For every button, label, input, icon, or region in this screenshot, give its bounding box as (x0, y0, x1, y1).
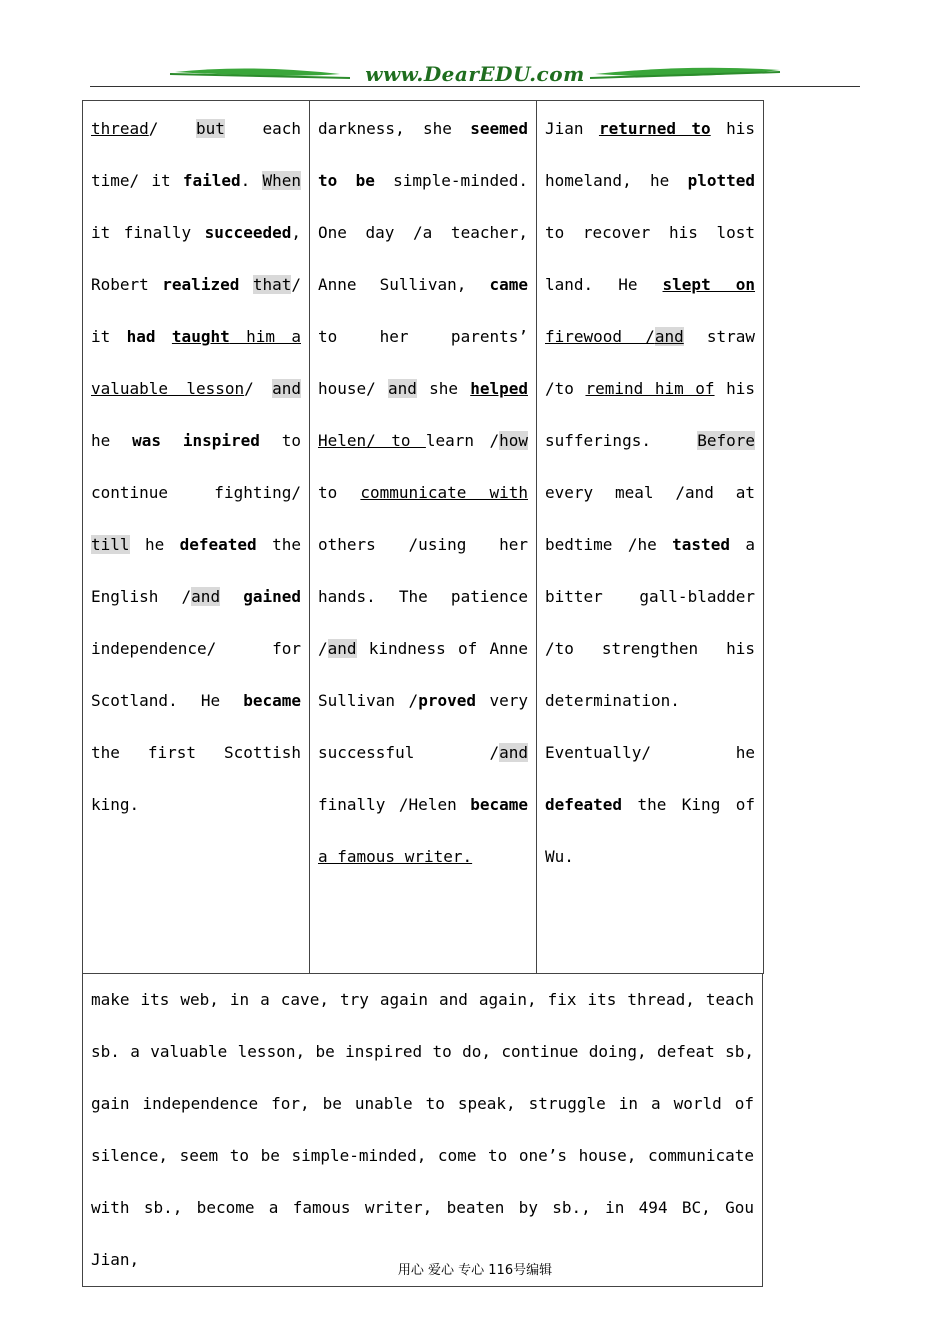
page-footer: 用心 爱心 专心 116号编辑 (397, 1263, 553, 1278)
text-run: plotted (687, 171, 755, 190)
text-run: till (91, 535, 130, 554)
text-run: how (499, 431, 529, 450)
phrase-summary-table (82, 974, 763, 1287)
text-run: proved (418, 691, 476, 710)
text-run: and (388, 379, 417, 398)
text-run: the first Scottish king. (91, 743, 301, 814)
text-run: a bitter gall-bladder /to strengthen his determination. Eventually/ he (545, 535, 755, 762)
text-run: firewood / (545, 327, 655, 346)
text-run: / (244, 379, 273, 398)
text-run: each time/ it (91, 119, 301, 190)
text-run: Jian (545, 119, 599, 138)
text-run: to continue fighting/ (91, 431, 301, 502)
text-run: kindness of Anne Sullivan / (318, 639, 528, 710)
text-run: gained (243, 587, 301, 606)
text-run: others /using her hands. The patience / (318, 535, 528, 658)
text-run (220, 587, 243, 606)
text-run: became (470, 795, 528, 814)
text-run: darkness, she (318, 119, 471, 138)
text-run: to recover his lost land. He (545, 223, 755, 294)
text-run: When (262, 171, 302, 190)
text-run: she (416, 379, 471, 398)
text-run: his sufferings. (545, 379, 756, 450)
text-run: his homeland, he (545, 119, 756, 190)
column-robert-bruce (83, 101, 310, 974)
text-run: failed (182, 171, 241, 190)
text-run: / (148, 119, 196, 138)
text-run: and (272, 379, 301, 398)
text-run: straw /to (545, 327, 755, 398)
text-run: . (240, 171, 263, 190)
text-run (156, 327, 172, 346)
text-run: very successful / (318, 691, 528, 762)
text-run: defeated (179, 535, 257, 554)
text-run (161, 431, 183, 450)
header-rule (90, 86, 860, 87)
text-run: finally /Helen (318, 795, 471, 814)
text-run: to (318, 483, 361, 502)
text-run: defeated (545, 795, 623, 814)
text-run: remind him of (585, 379, 715, 398)
story-table (82, 100, 764, 974)
text-run: that (252, 275, 292, 294)
text-run: taught (171, 327, 230, 346)
column-gou-jian (537, 101, 764, 974)
site-url: www.DearEDU.com (365, 62, 585, 86)
text-run: slept on (662, 275, 756, 294)
text-run: returned to (598, 119, 711, 138)
text-run: had (126, 327, 156, 346)
text-run: but (196, 119, 225, 138)
text-run: he (91, 431, 133, 450)
text-run: Before (697, 431, 755, 450)
text-run: independence/ for Scotland. He (91, 639, 301, 710)
text-run: , Robert (91, 223, 301, 294)
text-run: Helen/ to (318, 431, 426, 450)
text-run: he (129, 535, 180, 554)
text-run: and (499, 743, 528, 762)
text-run: succeeded (204, 223, 292, 242)
text-run: was (132, 431, 161, 450)
text-run: and (191, 587, 221, 606)
text-run: seemed to be (318, 119, 528, 190)
text-run: the King of Wu. (545, 795, 755, 866)
text-run: realized (162, 275, 240, 294)
text-run: communicate with (360, 483, 528, 502)
text-run (239, 275, 252, 294)
phrase-summary: make its web, in a cave, try again and again, fix its thread, teach sb. a valuable lesson, be inspired to do, continue doing, defeat sb, gain independence for, be unable to speak, struggle in a world of silence, seem to be simple-minded, come to one’s house, communicate with sb., become a famous writer, beaten by sb., in 494 BC, Gou Jian, (83, 974, 763, 1287)
text-run: became (243, 691, 301, 710)
text-run: simple-minded. One day /a teacher, Anne Sullivan, (318, 171, 528, 294)
text-run: helped (470, 379, 528, 398)
text-run: to her parents’ house/ (318, 327, 528, 398)
text-run: tasted (672, 535, 730, 554)
text-run: and (654, 327, 684, 346)
text-run: it finally (91, 223, 205, 242)
text-run: learn / (425, 431, 500, 450)
text-run: thread (91, 119, 149, 138)
text-run: came (489, 275, 528, 294)
text-run: every meal /and at bedtime /he (545, 483, 755, 554)
text-run: / it (91, 275, 301, 346)
text-run: the English / (91, 535, 301, 606)
text-run: and (327, 639, 357, 658)
column-helen-keller (310, 101, 537, 974)
text-run: inspired (182, 431, 260, 450)
text-run: a famous writer. (318, 847, 473, 866)
text-run: him a valuable lesson (91, 327, 301, 398)
